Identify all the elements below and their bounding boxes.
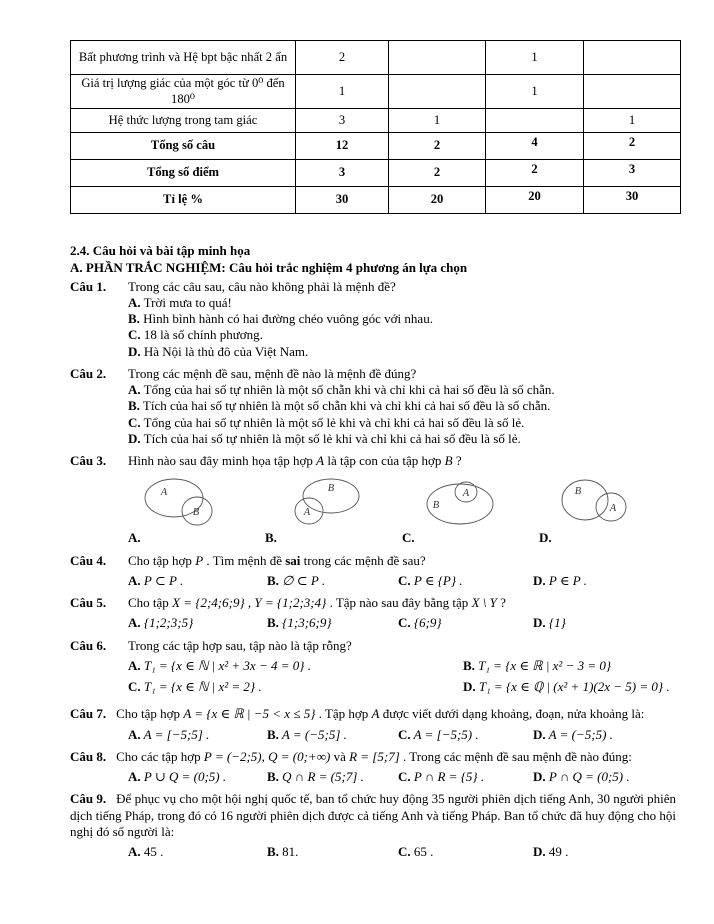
question-header — [70, 553, 676, 569]
option-C — [398, 615, 533, 631]
matrix-value-cell: 2 — [486, 160, 584, 187]
option-text: Tích của hai số tự nhiên là một số lẻ khi và chỉ khi cả hai số đều là số lẻ. — [140, 430, 521, 446]
option-A — [70, 382, 676, 398]
option-label: B. — [267, 572, 279, 588]
option-B — [70, 311, 676, 327]
option-text: T₁ = {x ∈ ℝ | x² − 3 = 0} — [474, 657, 612, 673]
option-text: A = [−5;5) . — [410, 726, 479, 742]
stem-text: B — [444, 453, 453, 468]
option-label: C. — [398, 844, 411, 859]
question-number: Câu 5. — [70, 595, 107, 610]
option-label: C. — [398, 615, 411, 631]
option-D — [533, 573, 676, 589]
question-number: Câu 2. — [70, 365, 107, 381]
option-text: T₁ = {x ∈ ℚ | (x² + 1)(2x − 5) = 0} . — [475, 679, 670, 694]
stem-text: Trong các câu sau, câu nào không phải là mệnh đề? — [128, 278, 396, 294]
question-stem — [70, 706, 676, 722]
matrix-label-cell: Bất phương trình và Hệ bpt bậc nhất 2 ẩn — [71, 41, 296, 75]
section-title: 2.4. Câu hỏi và bài tập minh họa — [70, 243, 251, 258]
matrix-value-cell: 3 — [296, 109, 389, 133]
option-label: D. — [128, 430, 141, 446]
svg-text:B: B — [432, 500, 440, 512]
svg-text:A: A — [303, 507, 311, 519]
question-stem — [70, 749, 676, 765]
question-4 — [70, 553, 676, 590]
stem-text: P = (−2;5), Q = (0;+∞) — [203, 748, 331, 764]
svg-text:A: A — [609, 503, 617, 515]
stem-text: . Trong các mệnh đề sau mệnh đề nào đúng: — [399, 748, 632, 764]
matrix-value-cell: 2 — [296, 41, 389, 75]
option-A — [128, 573, 267, 589]
question-7 — [70, 706, 676, 743]
option-C — [398, 844, 533, 860]
question-header — [70, 453, 676, 469]
option-text: {1;3;6;9} — [278, 615, 332, 631]
stem-text: P — [195, 552, 204, 568]
option-D — [70, 431, 676, 447]
question-number: Câu 6. — [70, 637, 107, 653]
option-label: B. — [128, 398, 140, 414]
option-label: C. — [128, 679, 141, 694]
option-label: A. — [128, 572, 141, 588]
stem-text: Cho tập hợp — [116, 706, 184, 722]
venn-diagram-icon — [545, 473, 655, 529]
option-label: C. — [398, 769, 411, 784]
option-text: Hà Nội là thủ đô của Việt Nam. — [140, 343, 309, 359]
option-A — [128, 727, 267, 743]
matrix-label-cell: Tổng số câu — [71, 133, 296, 160]
option-label: B. — [267, 615, 279, 631]
option-text: T₁ = {x ∈ ℕ | x² + 3x − 4 = 0} . — [140, 657, 311, 673]
matrix-value-cell — [486, 109, 584, 133]
option-A — [128, 769, 267, 785]
question-number: Câu 4. — [70, 552, 107, 568]
option-D — [533, 844, 676, 860]
matrix-value-cell: 1 — [584, 109, 681, 133]
option-text: P ∩ Q = (0;5) . — [545, 769, 630, 784]
matrix-value-cell: 1 — [389, 109, 486, 133]
option-C — [398, 727, 533, 743]
options-row — [70, 615, 676, 631]
stem-text: là tập con của tập hợp — [324, 453, 445, 468]
question-number: Câu 9. — [70, 791, 107, 807]
option-label: B. — [267, 769, 279, 784]
question-1 — [70, 279, 676, 360]
option-text: 65 . — [410, 844, 434, 859]
venn-option-B — [265, 473, 402, 546]
question-header — [70, 366, 676, 382]
option-text: P ⊂ P . — [140, 572, 184, 588]
svg-text:B: B — [574, 486, 582, 498]
option-label: D. — [533, 769, 546, 784]
option-label: B. — [265, 530, 277, 546]
exam-matrix-table — [70, 40, 681, 214]
option-label: B. — [463, 657, 475, 673]
venn-option-C — [402, 473, 539, 546]
stem-text: sai — [285, 552, 301, 568]
option-D — [533, 615, 676, 631]
stem-text: A — [371, 706, 380, 722]
option-text: Trời mưa to quá! — [140, 294, 232, 310]
matrix-value-cell: 2 — [584, 133, 681, 160]
option-A — [128, 615, 267, 631]
option-text: ∅ ⊂ P . — [278, 572, 326, 588]
question-header — [70, 279, 676, 295]
stem-text: A = {x ∈ ℝ | −5 < x ≤ 5} — [183, 706, 316, 722]
option-text: 45 . — [140, 844, 164, 859]
venn-option-D — [539, 473, 676, 546]
option-text: P ∩ R = {5} . — [410, 769, 485, 784]
stem-text: R = [5;7] — [349, 748, 400, 764]
matrix-value-cell — [584, 41, 681, 75]
option-label: D. — [463, 679, 476, 694]
option-B — [267, 727, 398, 743]
options-row — [70, 727, 676, 743]
option-label: A. — [128, 615, 141, 631]
venn-option-A — [128, 473, 265, 546]
matrix-value-cell: 30 — [296, 187, 389, 214]
matrix-value-cell: 30 — [584, 187, 681, 214]
option-B — [267, 573, 398, 589]
stem-text: Hình nào sau đây minh họa tập hợp — [128, 453, 317, 468]
matrix-value-cell — [584, 75, 681, 109]
option-C — [70, 415, 676, 431]
question-number: Câu 1. — [70, 278, 107, 294]
option-D — [463, 679, 673, 695]
option-text: P ∪ Q = (0;5) . — [140, 769, 227, 784]
stem-text: được viết dưới dạng khoảng, đoạn, nửa khoảng là: — [379, 706, 645, 722]
stem-text: Trong các tập hợp sau, tập nào là tập rỗng? — [128, 637, 352, 653]
stem-text: và — [330, 748, 350, 764]
stem-text: A — [316, 453, 325, 468]
question-stem — [128, 638, 676, 654]
option-text: A = [−5;5] . — [140, 726, 210, 742]
stem-text: ? — [496, 595, 506, 610]
question-6 — [70, 638, 676, 701]
option-text: P ∈ {P} . — [410, 572, 463, 588]
stem-text: Cho tập — [128, 595, 173, 610]
matrix-row — [71, 109, 681, 133]
matrix-value-cell: 12 — [296, 133, 389, 160]
option-text: P ∈ P . — [545, 572, 587, 588]
option-label: A. — [128, 726, 141, 742]
stem-text: Cho tập hợp — [128, 552, 196, 568]
stem-text: trong các mệnh đề sau? — [300, 552, 426, 568]
stem-text: X \ Y — [471, 595, 497, 610]
venn-options-row — [70, 473, 676, 546]
matrix-label-cell: Giá trị lượng giác của một góc từ 0⁰ đến 180⁰ — [71, 75, 296, 109]
stem-text: . Tập nào sau đây bằng tập — [326, 595, 472, 610]
option-label: C. — [398, 726, 411, 742]
exam-matrix-body — [71, 41, 681, 214]
option-text: Hình bình hành có hai đường chéo vuông góc với nhau. — [139, 311, 433, 326]
option-label: B. — [128, 311, 140, 326]
option-text: A = (−5;5] . — [278, 726, 347, 742]
option-label: D. — [539, 530, 552, 546]
option-label: D. — [533, 726, 546, 742]
matrix-value-cell: 3 — [584, 160, 681, 187]
options-row — [70, 658, 676, 701]
option-A — [128, 844, 267, 860]
matrix-label-cell: Tỉ lệ % — [71, 187, 296, 214]
options-row — [70, 573, 676, 589]
option-B — [267, 769, 398, 785]
option-C — [398, 769, 533, 785]
matrix-value-cell: 20 — [486, 187, 584, 214]
option-B — [267, 844, 398, 860]
matrix-value-cell: 1 — [486, 41, 584, 75]
question-stem — [128, 595, 676, 611]
option-label: D. — [128, 343, 141, 359]
option-B — [463, 658, 673, 674]
stem-text: . Tập hợp — [315, 706, 372, 722]
matrix-value-cell — [389, 41, 486, 75]
matrix-value-cell — [389, 75, 486, 109]
options-row — [70, 844, 676, 860]
option-text: Tổng của hai số tự nhiên là một số chẵn khi và chỉ khi cả hai số đều là số chẵn. — [140, 382, 555, 397]
svg-text:B: B — [327, 483, 335, 495]
matrix-label-cell: Hệ thức lượng trong tam giác — [71, 109, 296, 133]
option-label: A. — [128, 844, 141, 859]
matrix-value-cell: 4 — [486, 133, 584, 160]
option-label: A. — [128, 530, 141, 546]
question-header — [70, 638, 676, 654]
matrix-value-cell: 1 — [296, 75, 389, 109]
options-row — [70, 769, 676, 785]
option-text: 81. — [278, 844, 299, 859]
question-stem — [128, 366, 676, 382]
option-text: 49 . — [545, 844, 569, 859]
question-number: Câu 7. — [70, 706, 107, 722]
venn-diagram-icon — [408, 473, 518, 529]
stem-text: Để phục vụ cho một hội nghị quốc tế, ban tổ chức huy động 35 người phiên dịch tiếng Anh, 30 người phiên dịch tiếng Pháp, trong đó có 16 người phiên dịch được cả tiếng Anh và tiếng Pháp. Ban tổ chức đã huy động cho hội nghị đó số người là: — [70, 791, 676, 839]
option-label: D. — [533, 844, 546, 859]
matrix-label-cell: Tổng số điểm — [71, 160, 296, 187]
option-label: C. — [128, 327, 141, 343]
option-C — [398, 573, 533, 589]
stem-text: ? — [452, 453, 462, 468]
option-label: C. — [398, 572, 411, 588]
option-label: A. — [128, 657, 141, 673]
option-B — [70, 398, 676, 414]
matrix-value-cell: 3 — [296, 160, 389, 187]
matrix-value-cell: 2 — [389, 160, 486, 187]
questions-list — [70, 279, 676, 861]
option-text: Tích của hai số tự nhiên là một số chẵn khi và chỉ khi cả hai số đều là số chẵn. — [139, 398, 551, 414]
option-label: D. — [533, 615, 546, 631]
option-A — [128, 658, 463, 674]
question-5 — [70, 595, 676, 632]
question-stem — [128, 279, 676, 295]
matrix-row — [71, 133, 681, 160]
option-label: C. — [128, 414, 141, 430]
question-3 — [70, 453, 676, 547]
question-number: Câu 8. — [70, 748, 107, 764]
option-text: {6;9} — [410, 615, 442, 631]
option-A — [70, 295, 676, 311]
matrix-row — [71, 160, 681, 187]
option-label: A. — [128, 294, 141, 310]
matrix-value-cell: 2 — [389, 133, 486, 160]
option-text: T₁ = {x ∈ ℕ | x² = 2} . — [140, 679, 262, 694]
question-8 — [70, 749, 676, 786]
matrix-row — [71, 75, 681, 109]
stem-text: X = {2;4;6;9} , Y = {1;2;3;4} — [172, 595, 327, 610]
venn-diagram-icon — [271, 473, 381, 529]
option-text: Q ∩ R = (5;7] . — [278, 769, 364, 784]
question-number: Câu 3. — [70, 453, 107, 468]
option-label: C. — [402, 530, 415, 546]
option-text: 18 là số chính phương. — [140, 327, 263, 343]
question-9 — [70, 791, 676, 860]
option-D — [70, 344, 676, 360]
option-label: D. — [533, 572, 546, 588]
stem-text: Trong các mệnh đề sau, mệnh đề nào là mệnh đề đúng? — [128, 365, 417, 381]
stem-text: Cho các tập hợp — [116, 748, 204, 764]
option-text: {1} — [545, 615, 566, 631]
option-D — [533, 769, 676, 785]
option-text: Tổng của hai số tự nhiên là một số lẻ khi và chỉ khi cả hai số đều là số lẻ. — [140, 414, 525, 430]
option-label: B. — [267, 726, 279, 742]
option-C — [128, 679, 463, 695]
option-text: {1;2;3;5} — [140, 615, 194, 631]
svg-text:A: A — [160, 487, 168, 499]
stem-text: . Tìm mệnh đề — [203, 552, 286, 568]
question-header — [70, 595, 676, 611]
part-title: A. PHẦN TRẮC NGHIỆM: Câu hỏi trắc nghiệm 4 phương án lựa chọn — [70, 260, 468, 276]
option-C — [70, 327, 676, 343]
question-2 — [70, 366, 676, 447]
question-stem — [128, 553, 676, 569]
venn-diagram-icon — [134, 473, 244, 529]
option-text: A = (−5;5) . — [545, 726, 613, 742]
option-label: A. — [128, 382, 141, 397]
question-stem — [70, 791, 676, 840]
content-area — [70, 243, 676, 866]
svg-text:B: B — [192, 507, 200, 519]
matrix-row — [71, 41, 681, 75]
question-stem — [128, 453, 676, 469]
matrix-row — [71, 187, 681, 214]
matrix-value-cell: 1 — [486, 75, 584, 109]
option-label: A. — [128, 769, 141, 784]
option-D — [533, 727, 676, 743]
option-label: B. — [267, 844, 279, 859]
matrix-value-cell: 20 — [389, 187, 486, 214]
option-B — [267, 615, 398, 631]
svg-text:A: A — [462, 488, 470, 500]
